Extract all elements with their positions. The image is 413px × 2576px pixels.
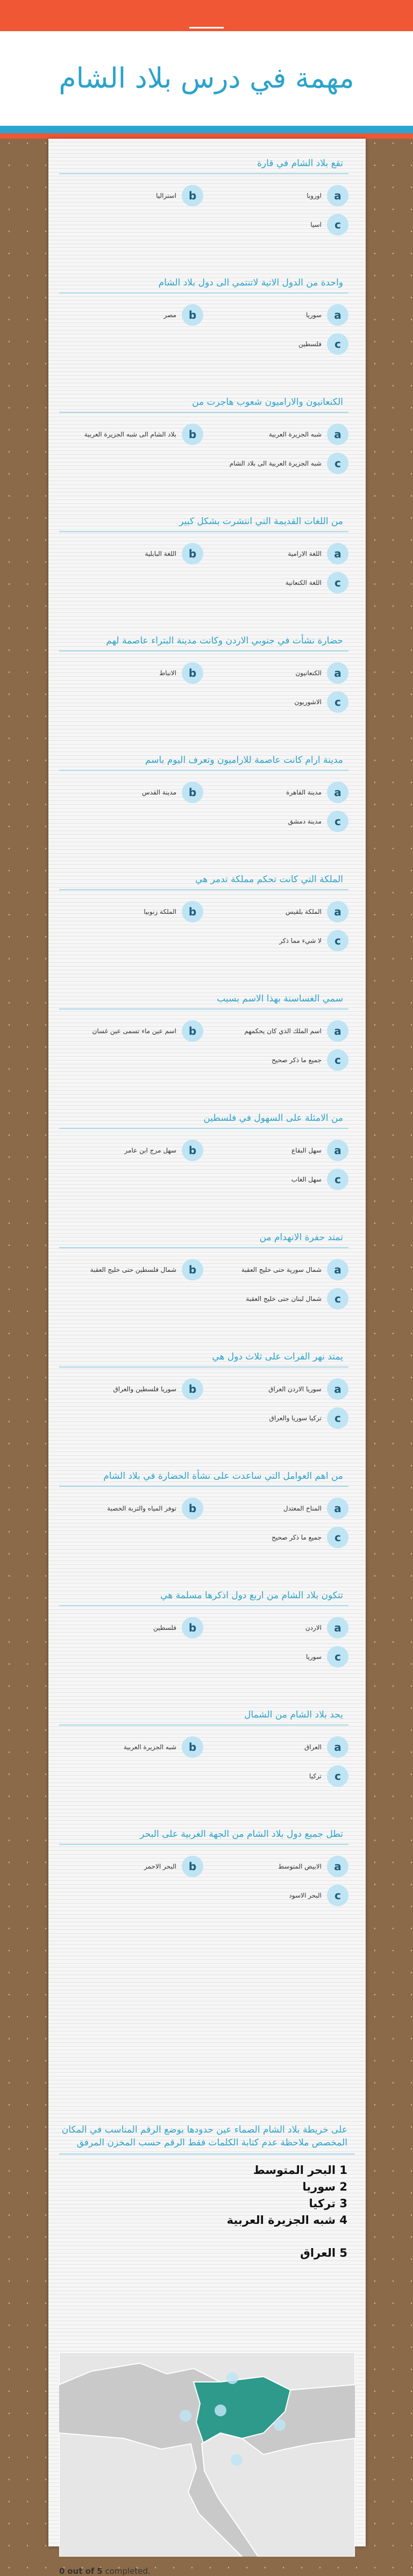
answer-option-c[interactable] xyxy=(219,811,348,832)
question-text: سمي الغساسنة بهذا الاسم بسبب xyxy=(59,990,348,1010)
option-letter-a[interactable]: a xyxy=(327,424,348,445)
answer-option-b[interactable] xyxy=(74,662,203,684)
answer-option-a[interactable] xyxy=(219,185,348,206)
option-letter-a[interactable]: a xyxy=(327,1736,348,1758)
answer-options xyxy=(59,1140,355,1204)
completion-status xyxy=(59,2566,151,2576)
option-label: اسم الملك الذي كان يحكمهم xyxy=(244,1027,322,1035)
option-letter-b[interactable]: b xyxy=(182,543,203,564)
option-letter-a[interactable]: a xyxy=(327,304,348,326)
option-letter-a[interactable]: a xyxy=(327,1856,348,1877)
question-block xyxy=(59,1468,355,1587)
question-text: تمتد حفرة الانهدام من xyxy=(59,1229,348,1248)
answer-option-b[interactable] xyxy=(74,1378,203,1400)
answer-option-a[interactable] xyxy=(219,901,348,922)
answer-options xyxy=(59,1498,355,1562)
question-text: تقع بلاد الشام في قارة xyxy=(59,155,348,174)
option-letter-a[interactable]: a xyxy=(327,1617,348,1638)
option-letter-a[interactable]: a xyxy=(327,1140,348,1161)
option-letter-c[interactable]: c xyxy=(327,1049,348,1071)
option-label: توفر المياه والتربة الخصبة xyxy=(107,1505,176,1512)
map-label[interactable]: 2 سوريا xyxy=(302,2180,347,2193)
option-letter-c[interactable]: c xyxy=(327,930,348,951)
option-label: الانباط xyxy=(159,669,176,677)
option-letter-b[interactable]: b xyxy=(182,1259,203,1280)
question-block xyxy=(59,1348,355,1468)
option-label: سهل مرج ابن عامر xyxy=(124,1147,176,1154)
answer-option-c[interactable] xyxy=(219,1646,348,1668)
question-text: من اهم العوامل التي ساعدت على نشأة الحضارة في بلاد الشام xyxy=(59,1468,348,1487)
answer-option-c[interactable] xyxy=(219,1288,348,1310)
answer-option-c[interactable] xyxy=(219,930,348,951)
map-drop-target[interactable] xyxy=(215,2405,226,2416)
option-letter-c[interactable]: c xyxy=(327,1765,348,1787)
answer-options xyxy=(59,543,355,607)
title-band xyxy=(0,31,413,126)
option-label: فلسطين xyxy=(153,1624,176,1632)
option-label: اوروبا xyxy=(307,192,322,199)
answer-option-a[interactable] xyxy=(219,1020,348,1042)
answer-option-a[interactable] xyxy=(219,543,348,564)
map-drop-target[interactable] xyxy=(274,2419,286,2431)
answer-option-b[interactable] xyxy=(74,901,203,922)
answer-option-b[interactable] xyxy=(74,1259,203,1280)
answer-options xyxy=(59,185,355,249)
map-label-bank xyxy=(59,2162,355,2262)
option-label: مصر xyxy=(163,311,176,319)
option-label: شمال فلسطين حتى خليج العقبة xyxy=(90,1266,176,1273)
answer-options xyxy=(59,901,355,965)
option-letter-a[interactable]: a xyxy=(327,901,348,922)
answer-option-c[interactable] xyxy=(219,572,348,593)
question-block xyxy=(59,274,355,393)
question-text: حضارة نشأت في جنوبي الاردن وكانت مدينة البتراء عاصمة لهم xyxy=(59,632,348,652)
option-label: شمال لبنان حتى خليج العقبة xyxy=(246,1295,322,1303)
question-block xyxy=(59,1826,355,1945)
answer-option-b[interactable] xyxy=(74,1498,203,1519)
question-block xyxy=(59,513,355,632)
question-text: يحد بلاد الشام من الشمال xyxy=(59,1706,348,1726)
option-label: الملكة بلقيس xyxy=(285,908,322,915)
option-letter-a[interactable]: a xyxy=(327,1259,348,1280)
completed-count: 0 xyxy=(59,2566,65,2576)
answer-option-a[interactable] xyxy=(219,1498,348,1519)
option-letter-a[interactable]: a xyxy=(327,1498,348,1519)
total-count: 5 xyxy=(97,2566,103,2576)
option-label: العراق xyxy=(304,1743,322,1751)
option-label: سهل الغاب xyxy=(291,1176,322,1183)
answer-option-c[interactable] xyxy=(219,691,348,713)
question-text: الملكة التي كانت تحكم مملكة تدمر هي xyxy=(59,871,348,890)
question-text: واحدة من الدول الاتية لاتنتمي الى دول بلاد الشام xyxy=(59,274,348,294)
option-label: سوريا فلسطين والعراق xyxy=(113,1385,176,1393)
option-letter-b[interactable]: b xyxy=(182,1736,203,1758)
question-text: تتكون بلاد الشام من اربع دول اذكرها مسلمة هي xyxy=(59,1587,348,1606)
option-label: مدينة دمشق xyxy=(288,818,322,825)
option-label: الاردن xyxy=(305,1624,322,1632)
answer-option-c[interactable] xyxy=(219,1049,348,1071)
map-label[interactable]: 5 العراق xyxy=(300,2246,347,2259)
question-text: الكنعانيون والاراميون شعوب هاجرت من xyxy=(59,393,348,413)
option-label: شبه الجزيرة العربية xyxy=(123,1743,176,1751)
option-label: اسيا xyxy=(310,221,322,228)
answer-option-a[interactable] xyxy=(219,662,348,684)
answer-option-b[interactable] xyxy=(74,424,203,445)
option-letter-b[interactable]: b xyxy=(182,1020,203,1042)
option-letter-b[interactable]: b xyxy=(182,1856,203,1877)
option-label: لا شيء مما ذكر xyxy=(279,937,322,944)
option-label: البحر الاسود xyxy=(289,1892,322,1899)
answer-option-c[interactable] xyxy=(219,1765,348,1787)
red-divider xyxy=(0,133,413,139)
option-letter-a[interactable]: a xyxy=(327,782,348,803)
question-block xyxy=(59,1110,355,1229)
answer-option-c[interactable] xyxy=(219,453,348,474)
option-letter-a[interactable]: a xyxy=(327,1378,348,1400)
map-drop-target[interactable] xyxy=(226,2372,238,2384)
option-label: البحر الاحمر xyxy=(144,1863,176,1870)
answer-option-b[interactable] xyxy=(74,782,203,803)
question-text: من اللغات القديمة التي انتشرت بشكل كبير xyxy=(59,513,348,532)
answer-options xyxy=(59,424,355,488)
blue-divider xyxy=(0,126,413,133)
option-letter-b[interactable]: b xyxy=(182,1140,203,1161)
option-letter-a[interactable]: a xyxy=(327,185,348,206)
answer-options xyxy=(59,1617,355,1681)
answer-option-b[interactable] xyxy=(74,1140,203,1161)
option-label: مدينة القدس xyxy=(142,789,176,796)
question-block xyxy=(59,752,355,871)
option-label: تركيا xyxy=(309,1772,322,1780)
option-label: الاشوريون xyxy=(294,698,322,706)
option-letter-a[interactable]: a xyxy=(327,1020,348,1042)
answer-option-a[interactable] xyxy=(219,424,348,445)
option-label: الابيض المتوسط xyxy=(278,1863,322,1870)
answer-option-a[interactable] xyxy=(219,1856,348,1877)
option-label: فلسطين xyxy=(298,340,322,348)
option-letter-b[interactable]: b xyxy=(182,1498,203,1519)
question-block xyxy=(59,632,355,752)
option-label: سوريا الاردن العراق xyxy=(268,1385,322,1393)
answer-option-b[interactable] xyxy=(74,304,203,326)
answer-options xyxy=(59,782,355,846)
option-label: بلاد الشام الى شبه الجزيرة العربية xyxy=(84,431,176,438)
question-block xyxy=(59,155,355,274)
answer-option-a[interactable] xyxy=(219,304,348,326)
option-label: الملكة زنوبيا xyxy=(144,908,176,915)
option-label: جميع ما ذكر صحيح xyxy=(272,1534,322,1541)
answer-option-a[interactable] xyxy=(219,782,348,803)
question-block xyxy=(59,1229,355,1348)
answer-option-a[interactable] xyxy=(219,1736,348,1758)
option-letter-b[interactable]: b xyxy=(182,185,203,206)
map-label[interactable]: 1 البحر المتوسط xyxy=(253,2164,347,2177)
banner-stripe xyxy=(189,27,224,28)
option-letter-c[interactable]: c xyxy=(327,1288,348,1310)
question-text: من الامثلة على السهول في فلسطين xyxy=(59,1110,348,1129)
question-text: مدينة ارام كانت عاصمة للاراميون وتعرف اليوم باسم xyxy=(59,752,348,771)
option-letter-b[interactable]: b xyxy=(182,1617,203,1638)
option-label: اللغة البابلية xyxy=(145,550,176,557)
option-label: شبه الجزيرة العربية الى بلاد الشام xyxy=(229,460,322,467)
answer-option-b[interactable] xyxy=(74,1020,203,1042)
option-label: اللغة الكنعانية xyxy=(285,579,322,586)
answer-options xyxy=(59,1736,355,1801)
option-letter-b[interactable]: b xyxy=(182,1378,203,1400)
answer-option-c[interactable] xyxy=(219,214,348,235)
question-text: تطل جميع دول بلاد الشام من الجهة الغربية على البحر xyxy=(59,1826,348,1845)
map-task xyxy=(59,2121,355,2576)
map-graphic xyxy=(59,2352,355,2557)
answer-option-a[interactable] xyxy=(219,1259,348,1280)
option-label: المناخ المعتدل xyxy=(283,1505,322,1512)
question-list xyxy=(59,155,355,1945)
option-label: سهل البقاع xyxy=(291,1147,322,1154)
option-letter-a[interactable]: a xyxy=(327,543,348,564)
out-of-text: out of xyxy=(67,2566,95,2576)
option-label: استراليا xyxy=(156,192,176,199)
option-label: سوريا xyxy=(305,311,322,319)
answer-option-a[interactable] xyxy=(219,1140,348,1161)
answer-option-a[interactable] xyxy=(219,1378,348,1400)
map-drop-target[interactable] xyxy=(180,2410,191,2422)
question-text: يمتد نهر الفرات على ثلاث دول هي xyxy=(59,1348,348,1368)
answer-options xyxy=(59,1378,355,1443)
answer-option-b[interactable] xyxy=(74,1856,203,1877)
answer-option-b[interactable] xyxy=(74,185,203,206)
option-letter-b[interactable]: b xyxy=(182,304,203,326)
option-letter-c[interactable]: c xyxy=(327,453,348,474)
option-letter-c[interactable]: c xyxy=(327,1885,348,1906)
option-letter-c[interactable]: c xyxy=(327,1527,348,1548)
answer-option-b[interactable] xyxy=(74,1736,203,1758)
option-label: الكنعانيون xyxy=(295,669,322,677)
option-letter-c[interactable]: c xyxy=(327,691,348,713)
option-label: جميع ما ذكر صحيح xyxy=(272,1056,322,1064)
answer-option-c[interactable] xyxy=(219,1527,348,1548)
answer-option-a[interactable] xyxy=(219,1617,348,1638)
page-title: مهمة في درس بلاد الشام xyxy=(59,62,354,95)
option-letter-b[interactable]: b xyxy=(182,662,203,684)
answer-option-c[interactable] xyxy=(219,1169,348,1190)
answer-options xyxy=(59,1856,355,1920)
answer-option-b[interactable] xyxy=(74,543,203,564)
answer-option-c[interactable] xyxy=(219,1885,348,1906)
option-letter-c[interactable]: c xyxy=(327,572,348,593)
answer-options xyxy=(59,662,355,727)
map-label[interactable]: 4 شبه الجزيرة العربية xyxy=(226,2214,347,2227)
answer-options xyxy=(59,304,355,369)
option-label: اللغة الارامية xyxy=(288,550,322,557)
option-label: تركيا سوريا والعراق xyxy=(269,1414,322,1422)
option-label: شبه الجزيرة العربية xyxy=(268,431,322,438)
option-letter-c[interactable]: c xyxy=(327,811,348,832)
option-letter-c[interactable]: c xyxy=(327,1407,348,1429)
completed-suffix: completed. xyxy=(105,2566,151,2576)
option-letter-b[interactable]: b xyxy=(182,424,203,445)
option-letter-c[interactable]: c xyxy=(327,1646,348,1668)
question-block xyxy=(59,871,355,990)
levant-blank-map xyxy=(59,2352,355,2557)
option-letter-c[interactable]: c xyxy=(327,214,348,235)
option-label: سوريا xyxy=(305,1653,322,1661)
question-block xyxy=(59,990,355,1110)
map-label[interactable]: 3 تركيا xyxy=(309,2197,347,2210)
question-block xyxy=(59,393,355,513)
answer-options xyxy=(59,1259,355,1323)
option-letter-b[interactable]: b xyxy=(182,901,203,922)
top-banner xyxy=(0,0,413,31)
option-letter-c[interactable]: c xyxy=(327,333,348,355)
option-label: شمال سورية حتى خليج العقبة xyxy=(241,1266,322,1273)
worksheet-paper xyxy=(48,139,366,2576)
option-letter-c[interactable]: c xyxy=(327,1169,348,1190)
question-block xyxy=(59,1587,355,1706)
answer-options xyxy=(59,1020,355,1085)
map-task-prompt: على خريطة بلاد الشام الصماء عين حدودها بوضع الرقم المناسب في المكان المخصص ملاحظة عدم كتابة الكلمات فقط الرقم حسب المخزن المرفق xyxy=(59,2121,355,2155)
question-block xyxy=(59,1706,355,1826)
option-label: مدينة القاهرة xyxy=(286,789,322,796)
answer-option-c[interactable] xyxy=(219,333,348,355)
answer-option-c[interactable] xyxy=(219,1407,348,1429)
option-letter-a[interactable]: a xyxy=(327,662,348,684)
option-letter-b[interactable]: b xyxy=(182,782,203,803)
answer-option-b[interactable] xyxy=(74,1617,203,1638)
option-label: اسم عين ماء تسمى عين غسان xyxy=(92,1027,176,1035)
map-drop-target[interactable] xyxy=(231,2454,243,2466)
